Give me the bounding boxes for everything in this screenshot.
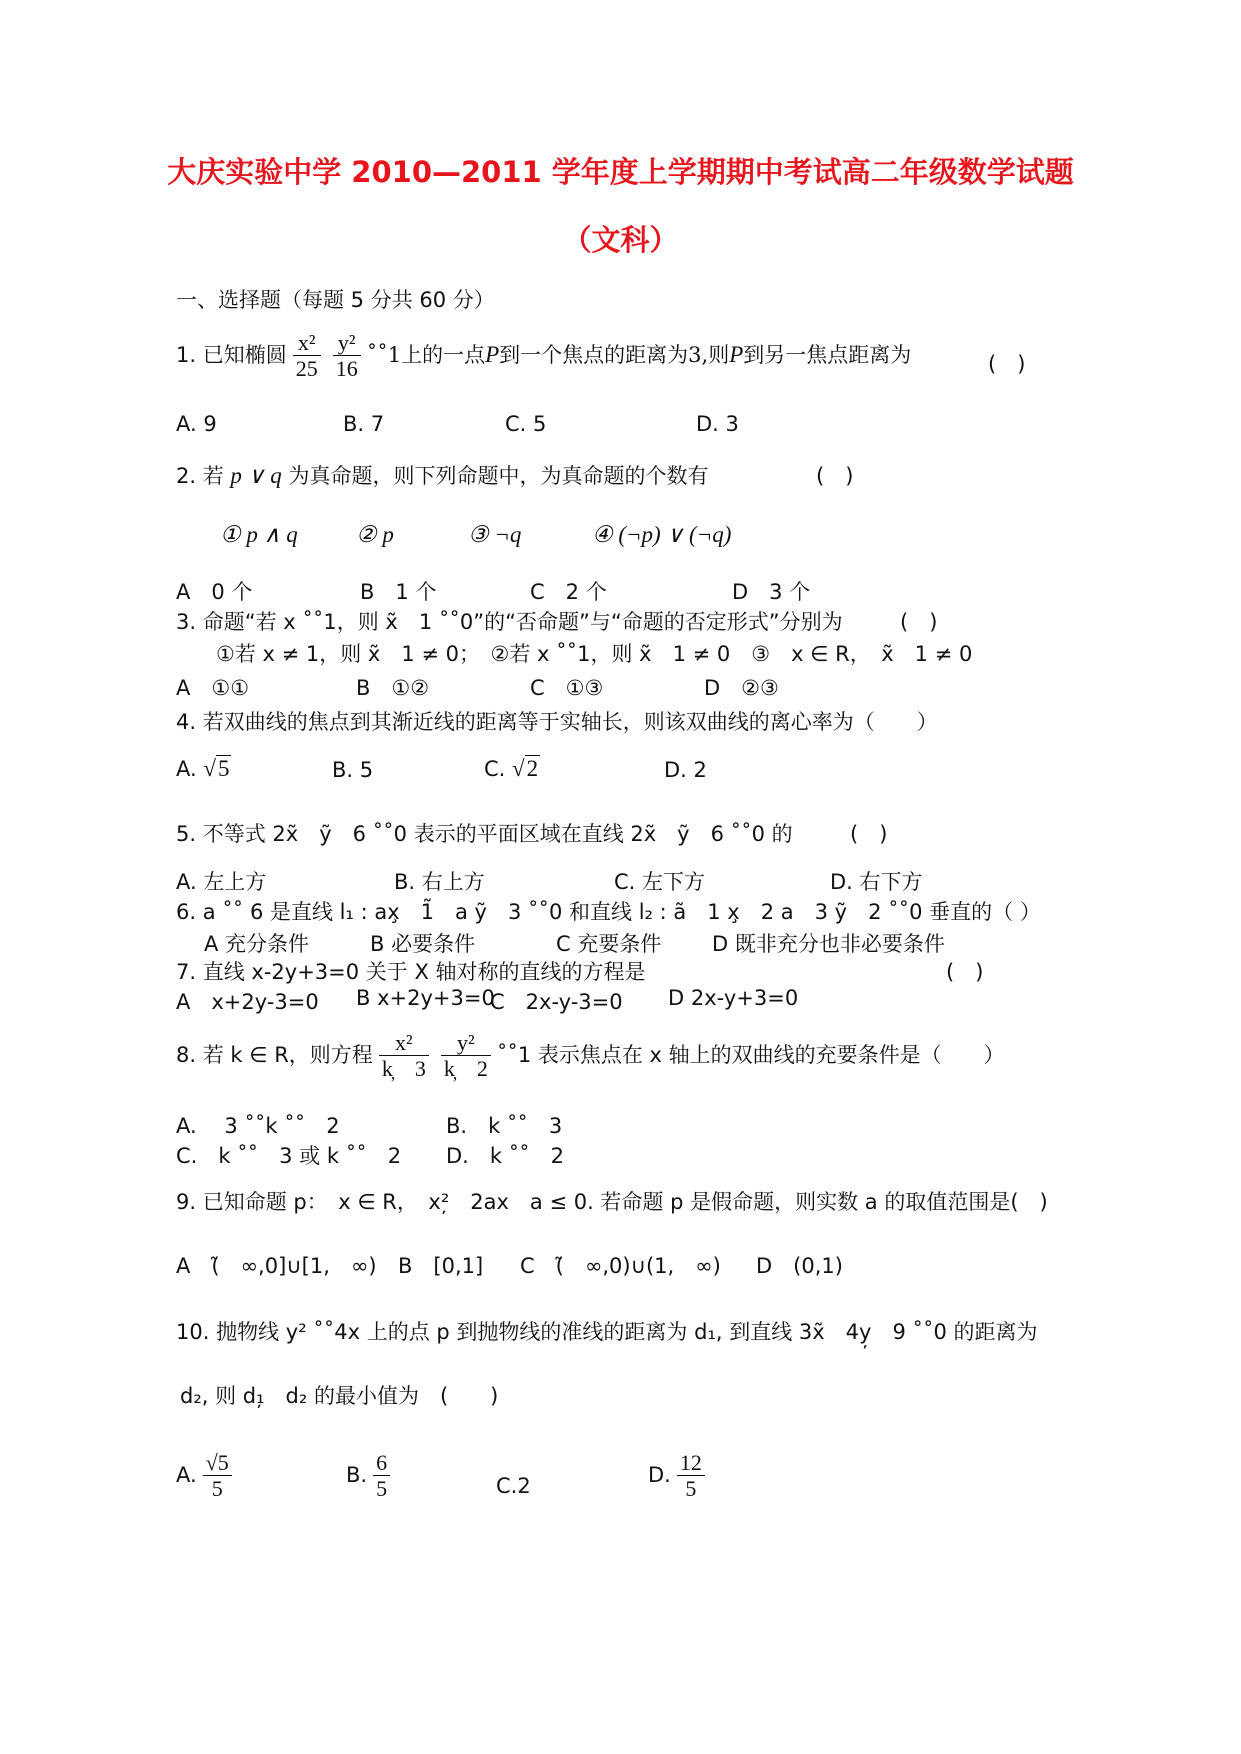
- statement-4: ④ (¬p) ∨ (¬q): [592, 522, 732, 547]
- statement-2: ② p: [356, 522, 394, 547]
- denominator: 25: [295, 356, 318, 382]
- option-a: A x+2y-3=0: [176, 990, 319, 1014]
- option-a: A 0 个: [176, 580, 253, 604]
- option-c: C 2x-y-3=0: [490, 990, 623, 1014]
- question-number: 2.: [176, 464, 197, 488]
- option-a: [176, 756, 231, 782]
- denominator: 5: [685, 1476, 697, 1502]
- option-d: D 2x-y+3=0: [668, 986, 799, 1010]
- math-var: P: [485, 341, 500, 367]
- question-text: 到另一焦点距离为: [743, 342, 912, 367]
- question-10-continued: d₂, 则 d₁̦ d₂ 的最小值为 ( ): [180, 1384, 499, 1408]
- option-b: B. 5: [332, 758, 374, 782]
- question-6: [176, 896, 1041, 926]
- question-text: 为真命题，则下列命题中，为真命题的个数有: [288, 464, 709, 488]
- option-d: D. 2: [664, 758, 707, 782]
- option-d: D. k ˚˚ 2: [446, 1144, 565, 1168]
- option-label: D.: [648, 1462, 671, 1487]
- question-text: 不等式 2x̃ ỹ 6 ˚˚0 表示的平面区域在直线 2x̃ ỹ 6 ˚˚0 的: [202, 822, 793, 846]
- option-label: C.: [484, 757, 506, 781]
- numerator: y²: [441, 1030, 491, 1056]
- option-b: B 必要条件: [370, 932, 476, 956]
- question-number: 3.: [176, 610, 197, 634]
- fraction: [203, 1450, 232, 1502]
- question-3: [176, 606, 843, 636]
- radicand: 2: [526, 756, 539, 781]
- question-number: 8.: [176, 1042, 197, 1067]
- question-number: 1.: [176, 342, 197, 367]
- radicand: 5: [217, 756, 230, 781]
- numerator: x²: [379, 1030, 429, 1056]
- denominator: k̦ 2: [443, 1056, 488, 1082]
- question-8: [176, 1030, 1005, 1082]
- question-text: 已知椭圆: [202, 342, 287, 367]
- option-d: D ②③: [704, 676, 779, 700]
- option-b: B 1 个: [360, 580, 437, 604]
- question-3-choices: ①若 x ≠ 1，则 x̃ 1 ≠ 0； ②若 x ˚˚1，则 x̃ 1 ≠ 0 ③ x ∈ R， x̃ 1 ≠ 0: [216, 642, 973, 666]
- question-text: 已知命题 p： x ∈ R， x²̦ 2ax a ≤ 0. 若命题 p 是假命题，则实数 a 的取值范围是( ): [202, 1190, 1048, 1214]
- denominator: 5: [211, 1476, 223, 1502]
- question-text: ˚˚1上的一点: [366, 342, 486, 367]
- question-text: 直线 x-2y+3=0 关于 X 轴对称的直线的方程是: [202, 960, 646, 984]
- section-heading: 一、选择题（每题 5 分共 60 分）: [176, 288, 495, 312]
- fraction: [333, 330, 361, 382]
- option-d: D (0,1): [756, 1254, 843, 1278]
- question-number: 5.: [176, 822, 197, 846]
- option-label: A.: [176, 757, 197, 781]
- denominator: k̦ 3: [381, 1056, 426, 1082]
- option-d: D. 3: [696, 412, 739, 436]
- option-a: A. 3 ˚˚k ˚˚ 2: [176, 1114, 340, 1138]
- option-b: B [0,1]: [398, 1254, 484, 1278]
- sqrt-expr: √2: [512, 756, 539, 781]
- option-a: A. 9: [176, 412, 217, 436]
- option-c: C ①③: [530, 676, 604, 700]
- numerator: x²: [293, 330, 321, 356]
- question-text: 抛物线 y² ˚˚4x 上的点 p 到抛物线的准线的距离为 d₁, 到直线 3x̃ 4y̦ 9 ˚˚0 的距离为: [216, 1320, 1038, 1344]
- numerator: y²: [333, 330, 361, 356]
- option-c: C. k ˚˚ 3 或 k ˚˚ 2: [176, 1144, 402, 1168]
- option-b: B. 右上方: [394, 870, 485, 894]
- denominator: 5: [376, 1476, 388, 1502]
- fraction: [379, 1030, 429, 1082]
- math-expr: p ∨ q: [230, 463, 282, 488]
- option-c: C. 5: [505, 412, 547, 436]
- question-text: 到一个焦点的距离为3,则: [499, 342, 730, 367]
- option-c: [484, 756, 540, 782]
- option-label: B.: [346, 1462, 368, 1487]
- question-text: 若: [202, 464, 224, 488]
- option-b: B ①②: [356, 676, 430, 700]
- option-b: B. k ˚˚ 3: [446, 1114, 563, 1138]
- option-b: B. 7: [343, 412, 385, 436]
- option-a: A. 左上方: [176, 870, 267, 894]
- statement-3: ③ ¬q: [468, 522, 522, 547]
- numerator: √5: [203, 1450, 232, 1476]
- option-d: D 3 个: [732, 580, 811, 604]
- option-label: A.: [176, 1462, 197, 1487]
- answer-paren: ( ): [850, 822, 888, 846]
- fraction: [677, 1450, 705, 1502]
- question-9: [176, 1186, 1048, 1216]
- option-b: B x+2y+3=0: [356, 986, 495, 1010]
- fraction: [441, 1030, 491, 1082]
- math-var: P: [729, 341, 744, 367]
- question-text: a ˚˚ 6 是直线 l₁ : ax̧ 1̃ a ỹ 3 ˚˚0 和直线 l₂ : ã 1 x̧ 2 a 3 ỹ 2 ˚˚0 垂直的（ ）: [202, 900, 1041, 924]
- option-a: [176, 1450, 238, 1502]
- numerator: 6: [373, 1450, 390, 1476]
- option-c: C 2 个: [530, 580, 607, 604]
- option-c: C 充要条件: [556, 932, 662, 956]
- question-5: [176, 818, 793, 848]
- question-text: 若双曲线的焦点到其渐近线的距离等于实轴长，则该双曲线的离心率为（ ）: [202, 710, 938, 734]
- option-b: [346, 1450, 396, 1502]
- question-number: 10.: [176, 1320, 210, 1344]
- option-a: A ①①: [176, 676, 250, 700]
- denominator: 16: [335, 356, 358, 382]
- numerator: 12: [677, 1450, 705, 1476]
- question-1: [176, 330, 911, 382]
- question-text: 命题“若 x ˚˚1，则 x̃ 1 ˚˚0”的“否命题”与“命题的否定形式”分别为: [202, 610, 843, 634]
- question-7: [176, 956, 646, 986]
- exam-subtitle: （文科）: [562, 223, 679, 257]
- answer-paren: ( ): [900, 610, 938, 634]
- answer-paren: ( ): [988, 352, 1026, 376]
- question-2: [176, 460, 708, 490]
- question-text: 若 k ∈ R，则方程: [202, 1042, 373, 1067]
- exam-title: 大庆实验中学 2010—2011 学年度上学期期中考试高二年级数学试题: [167, 155, 1074, 189]
- question-10: [176, 1316, 1038, 1346]
- option-a: A (̃ ∞,0]∪[1, ∞): [176, 1254, 377, 1278]
- question-text: ˚˚1 表示焦点在 x 轴上的双曲线的充要条件是（ ）: [496, 1042, 1005, 1067]
- option-a: A 充分条件: [204, 932, 310, 956]
- option-c: C.2: [496, 1474, 531, 1498]
- question-number: 6.: [176, 900, 197, 924]
- question-number: 4.: [176, 710, 197, 734]
- sqrt-expr: √5: [203, 756, 230, 781]
- fraction: [293, 330, 321, 382]
- option-d: D. 右下方: [830, 870, 923, 894]
- answer-paren: ( ): [946, 960, 984, 984]
- option-d: D 既非充分也非必要条件: [712, 932, 945, 956]
- question-number: 7.: [176, 960, 197, 984]
- question-4: [176, 706, 938, 736]
- option-c: C (̃ ∞,0)∪(1, ∞): [520, 1254, 721, 1278]
- fraction: [373, 1450, 390, 1502]
- question-number: 9.: [176, 1190, 197, 1214]
- option-c: C. 左下方: [614, 870, 706, 894]
- statement-1: ① p ∧ q: [220, 522, 298, 547]
- option-d: [648, 1450, 711, 1502]
- answer-paren: ( ): [816, 464, 854, 488]
